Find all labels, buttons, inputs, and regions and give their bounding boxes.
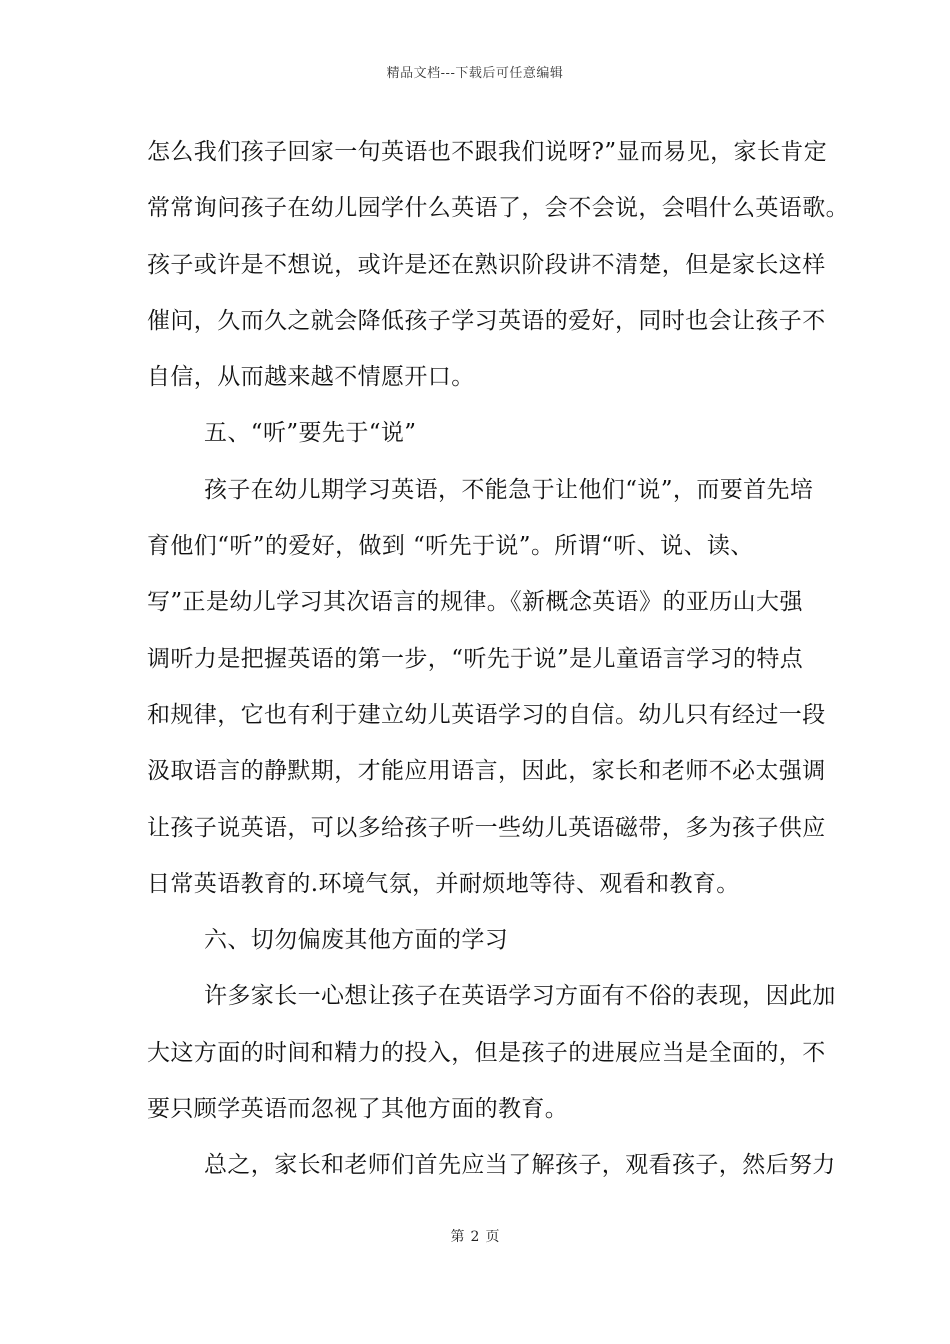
text-line-1: 怎么我们孩子回家一句英语也不跟我们说呀?”显而易见，家长肯定 [147,139,828,165]
section-heading-5: 五、“听”要先于“说” [204,420,417,447]
text-line-17: 大这方面的时间和精力的投入，但是孩子的进展应当是全面的，不 [147,1039,826,1066]
text-line-13: 让孩子说英语，可以多给孩子听一些幼儿英语磁带，多为孩子供应 [147,814,826,841]
text-line-11: 和规律，它也有利于建立幼儿英语学习的自信。幼儿只有经过一段 [147,701,826,728]
text-line-7: 孩子在幼儿期学习英语，不能急于让他们“说”，而要首先培 [204,476,814,503]
page-header: 精品文档---下载后可任意编辑 [386,66,564,81]
page-label-prefix: 第 [450,1229,465,1245]
text-line-2: 常常询问孩子在幼儿园学什么英语了，会不会说，会唱什么英语歌。 [147,195,849,222]
text-line-19: 总之，家长和老师们首先应当了解孩子，观看孩子，然后努力 [204,1152,836,1179]
text-line-12: 汲取语言的静默期，才能应用语言，因此，家长和老师不必太强调 [147,758,826,785]
document-body [147,132,849,1202]
page-footer [0,1226,950,1246]
text-line-9: 写”正是幼儿学习其次语言的规律。《新概念英语》的亚历山大强 [147,589,803,616]
text-line-3: 孩子或许是不想说，或许是还在熟识阶段讲不清楚，但是家长这样 [147,251,826,278]
text-line-18: 要只顾学英语而忽视了其他方面的教育。 [147,1096,569,1123]
text-line-5: 自信，从而越来越不情愿开口。 [147,364,475,391]
section-heading-6: 六、切勿偏废其他方面的学习 [204,927,509,954]
text-line-14: 日常英语教育的.环境气氛，并耐烦地等待、观看和教育。 [147,870,740,897]
text-line-10: 调听力是把握英语的第一步，“听先于说”是儿童语言学习的特点 [147,645,804,672]
page-number: 2 [470,1229,480,1245]
text-line-16: 许多家长一心想让孩子在英语学习方面有不俗的表现，因此加 [204,983,836,1010]
text-line-4: 催问，久而久之就会降低孩子学习英语的爱好，同时也会让孩子不 [147,307,826,334]
page-label-suffix: 页 [485,1229,500,1245]
text-line-8: 育他们“听”的爱好，做到 “听先于说”。所谓“听、说、读、 [147,533,754,560]
